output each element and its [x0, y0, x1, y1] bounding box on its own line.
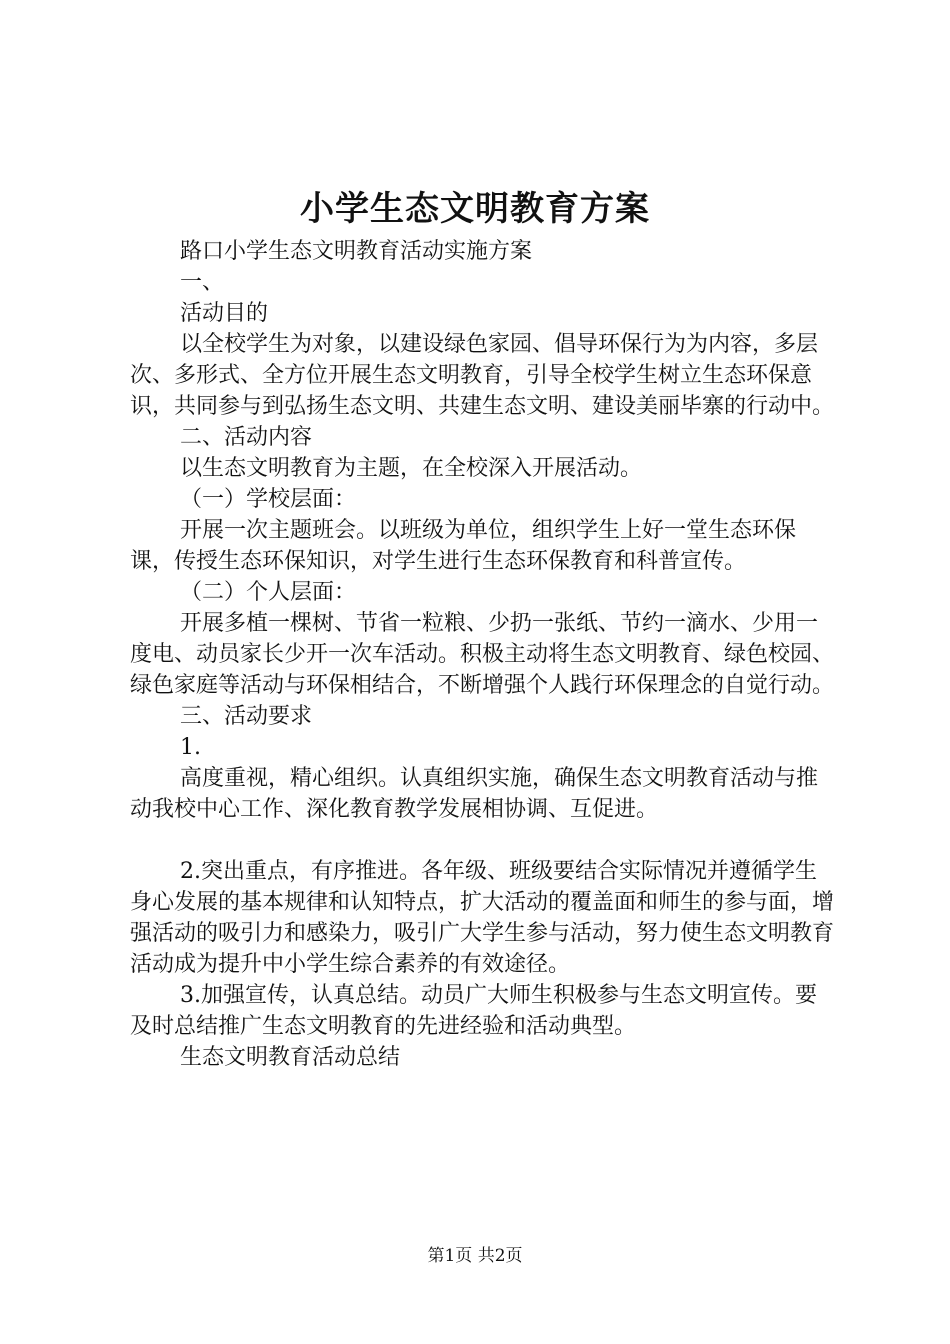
- paragraph-section-1-number: 一、: [180, 270, 225, 295]
- paragraph-subtitle: 路口小学生态文明教育活动实施方案: [180, 239, 533, 264]
- document-title: 小学生态文明教育方案: [300, 189, 650, 229]
- paragraph-requirement-3: 3.加强宣传，认真总结。动员广大师生积极参与生态文明宣传。要及时总结推广生态文明教育的先进经验和活动典型。: [130, 983, 817, 1039]
- paragraph-spacer: [130, 825, 835, 856]
- paragraph-section-1-heading: 活动目的: [180, 301, 269, 326]
- page-footer: 第1页 共2页: [427, 1246, 523, 1266]
- paragraph-school-level: 开展一次主题班会。以班级为单位，组织学生上好一堂生态环保课，传授生态环保知识，对学生进行生态环保教育和科普宣传。: [130, 518, 797, 574]
- paragraph-summary-heading: 生态文明教育活动总结: [180, 1045, 401, 1070]
- paragraph-personal-level: 开展多植一棵树、节省一粒粮、少扔一张纸、节约一滴水、少用一度电、动员家长少开一次车活动。积极主动将生态文明教育、绿色校园、绿色家庭等活动与环保相结合，不断增强个人践行环保理念的自觉行动。: [130, 611, 835, 698]
- document-body: [130, 236, 835, 1073]
- paragraph-section-2-heading: 二、活动内容: [180, 425, 313, 450]
- paragraph-content-intro: 以生态文明教育为主题，在全校深入开展活动。: [180, 456, 643, 481]
- paragraph-requirement-1-number: 1.: [180, 735, 201, 760]
- paragraph-school-level-heading: （一）学校层面：: [180, 487, 357, 512]
- paragraph-personal-level-heading: （二）个人层面：: [180, 580, 357, 605]
- paragraph-requirement-1: 高度重视，精心组织。认真组织实施，确保生态文明教育活动与推动我校中心工作、深化教育教学发展相协调、互促进。: [130, 766, 819, 822]
- paragraph-section-3-heading: 三、活动要求: [180, 704, 313, 729]
- paragraph-requirement-2: 2.突出重点，有序推进。各年级、班级要结合实际情况并遵循学生身心发展的基本规律和认知特点，扩大活动的覆盖面和师生的参与面，增强活动的吸引力和感染力，吸引广大学生参与活动，努力使生态文明教育活动成为提升中小学生综合素养的有效途径。: [130, 859, 835, 977]
- paragraph-purpose: 以全校学生为对象，以建设绿色家园、倡导环保行为为内容，多层次、多形式、全方位开展生态文明教育，引导全校学生树立生态环保意识，共同参与到弘扬生态文明、共建生态文明、建设美丽毕寨的行动中。: [130, 332, 835, 419]
